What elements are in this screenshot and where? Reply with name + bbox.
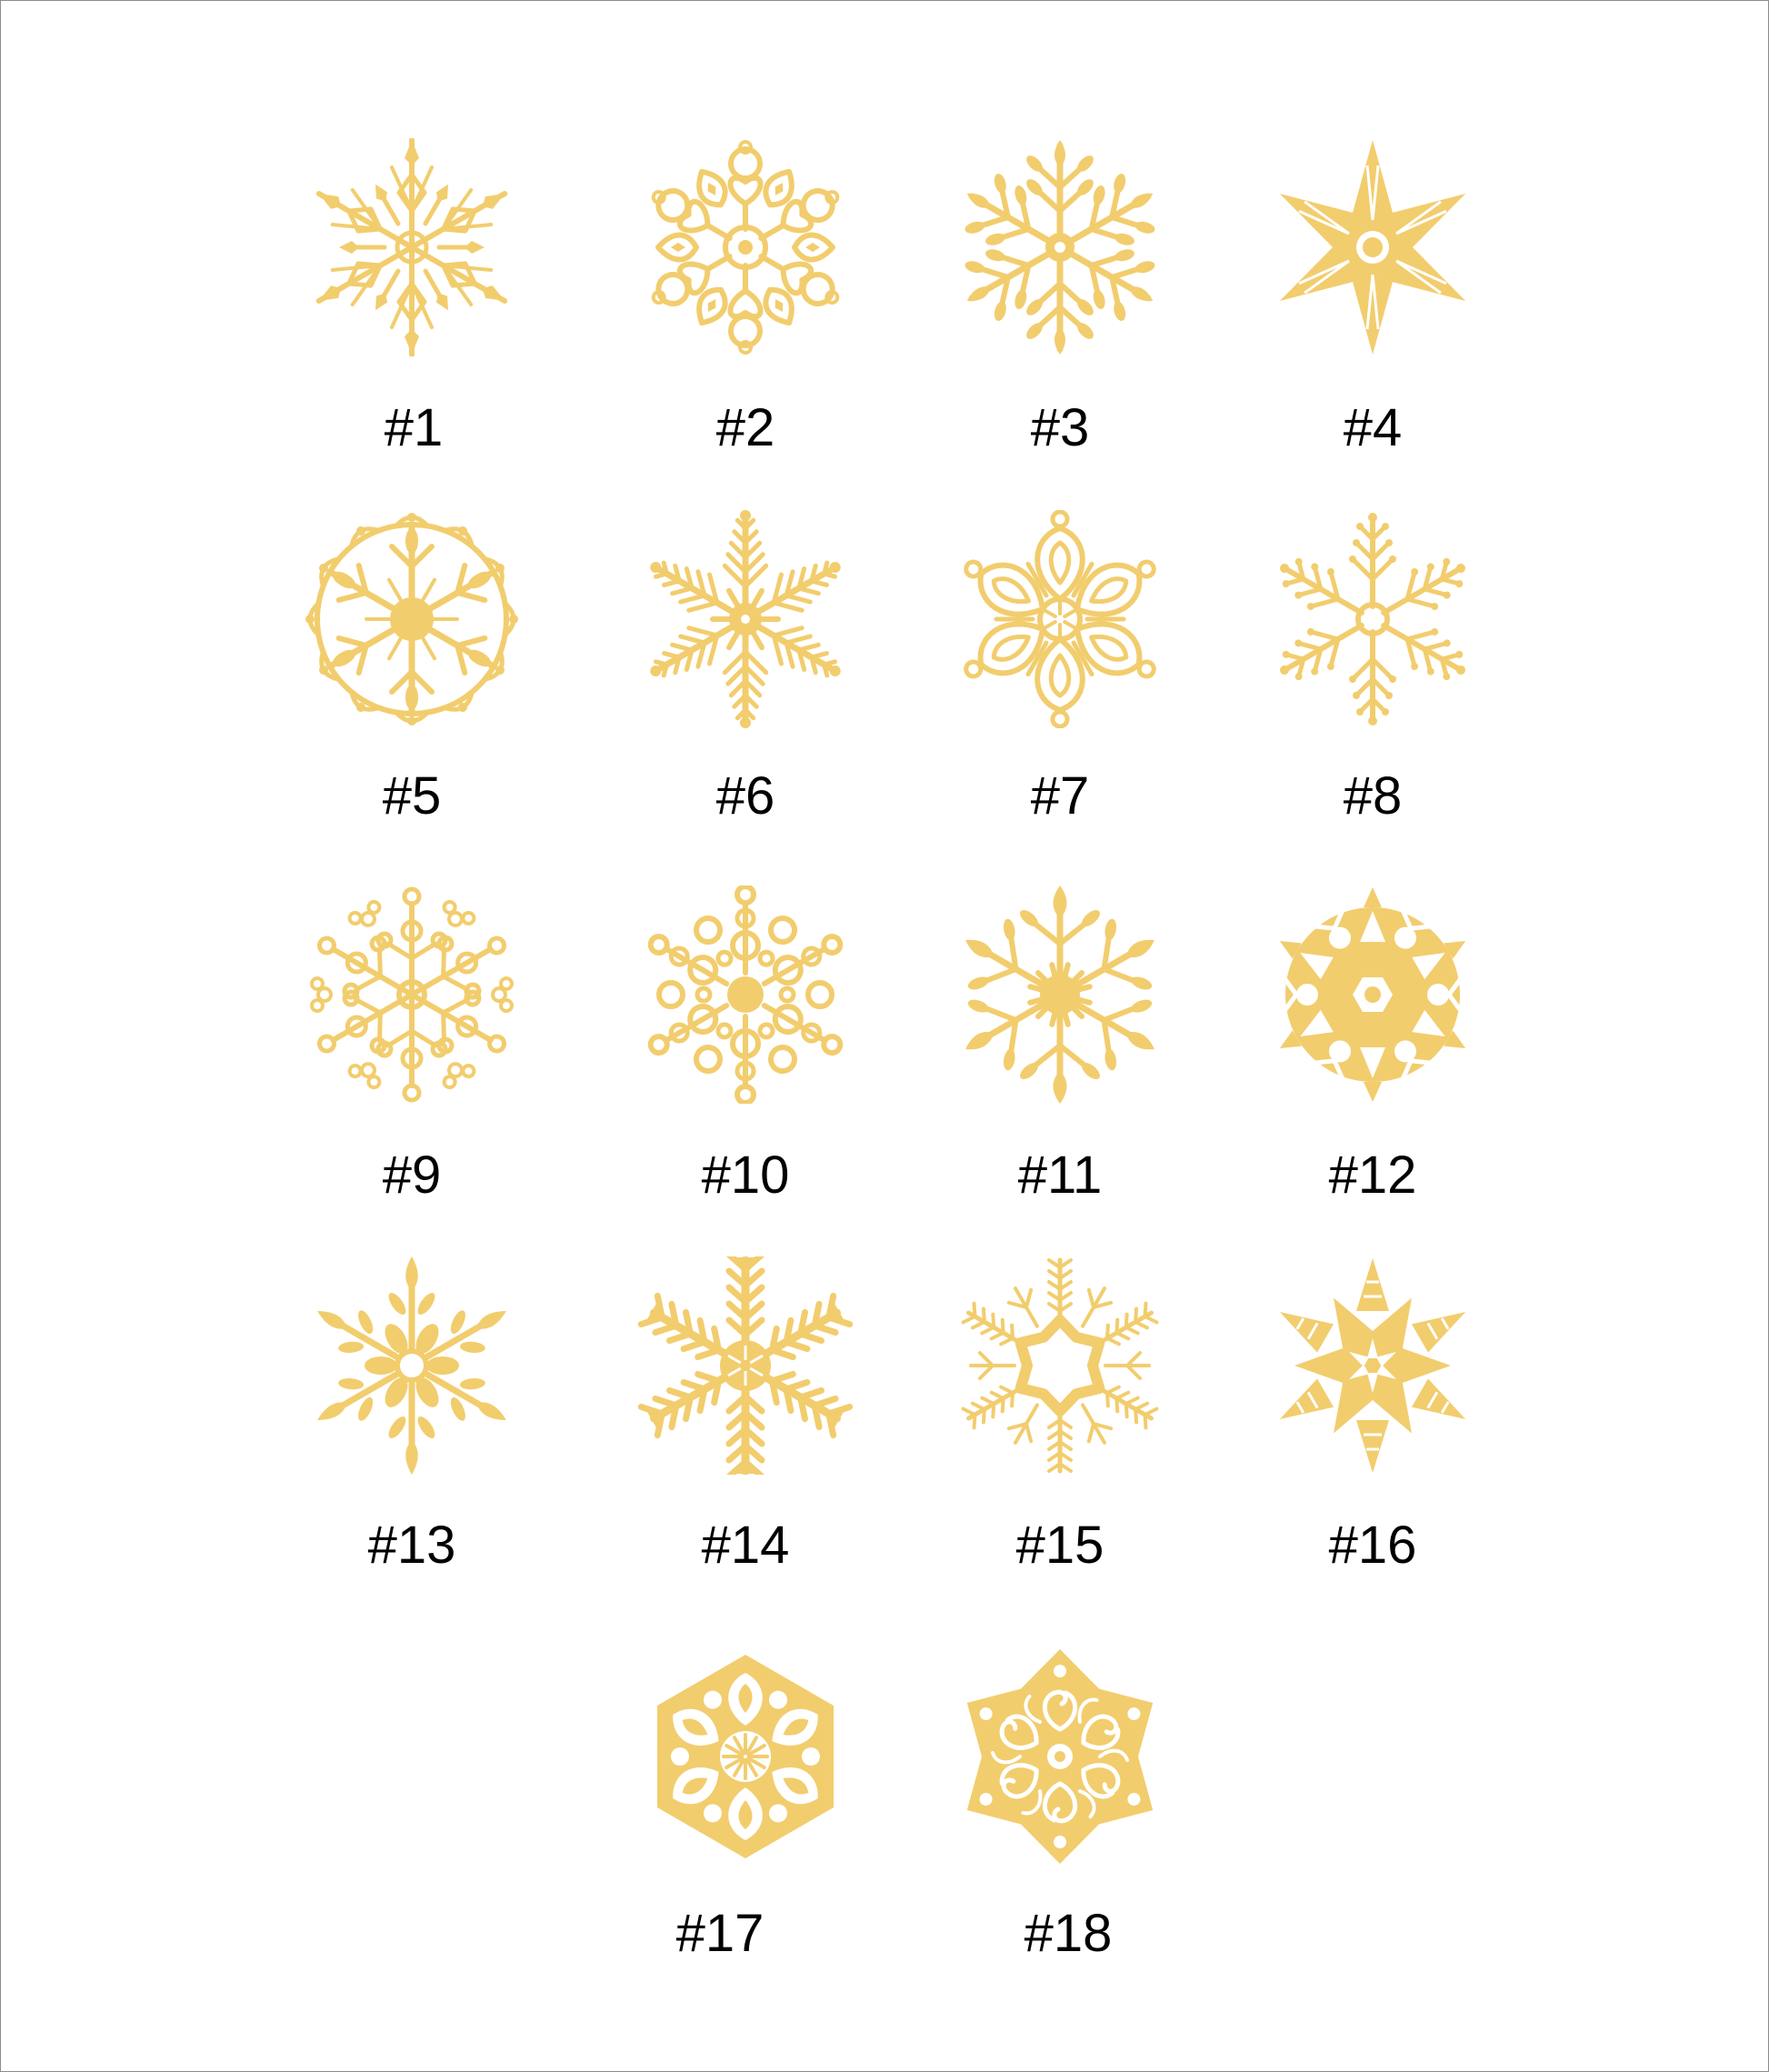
snowflake-item-11 xyxy=(914,886,1205,1213)
snowflake-label-6: #6 xyxy=(715,766,775,826)
snowflake-7-icon xyxy=(951,510,1169,728)
snowflake-4-icon xyxy=(1264,138,1482,356)
snowflake-item-6 xyxy=(600,510,891,837)
snowflake-item-4 xyxy=(1227,138,1518,465)
snowflake-item-13 xyxy=(266,1256,557,1584)
snowflake-item-12 xyxy=(1227,886,1518,1213)
snowflake-17-icon xyxy=(636,1647,855,1866)
snowflake-6-icon xyxy=(636,510,855,728)
snowflake-label-7: #7 xyxy=(1030,766,1090,826)
snowflake-5-icon xyxy=(303,510,521,728)
snowflake-label-16: #16 xyxy=(1328,1516,1417,1575)
snowflake-9-icon xyxy=(303,886,521,1104)
snowflake-11-icon xyxy=(951,886,1169,1104)
snowflake-item-14 xyxy=(600,1256,891,1584)
snowflake-label-12: #12 xyxy=(1328,1146,1417,1205)
snowflake-1-icon xyxy=(303,138,521,356)
snowflake-label-14: #14 xyxy=(701,1516,790,1575)
snowflake-label-3: #3 xyxy=(1030,398,1090,457)
snowflake-item-15 xyxy=(914,1256,1205,1584)
snowflake-item-17 xyxy=(600,1647,891,1975)
snowflake-label-4: #4 xyxy=(1343,398,1403,457)
snowflake-15-icon xyxy=(951,1256,1169,1475)
snowflake-item-7 xyxy=(914,510,1205,837)
snowflake-item-3 xyxy=(914,138,1205,465)
snowflake-14-icon xyxy=(636,1256,855,1475)
snowflake-13-icon xyxy=(303,1256,521,1475)
snowflake-item-5 xyxy=(266,510,557,837)
snowflake-item-8 xyxy=(1227,510,1518,837)
snowflake-12-icon xyxy=(1264,886,1482,1104)
snowflake-label-11: #11 xyxy=(1017,1146,1103,1205)
snowflake-label-10: #10 xyxy=(701,1146,790,1205)
snowflake-label-2: #2 xyxy=(715,398,775,457)
snowflake-label-5: #5 xyxy=(382,766,442,826)
snowflake-item-9 xyxy=(266,886,557,1213)
snowflake-3-icon xyxy=(951,138,1169,356)
snowflake-2-icon xyxy=(636,138,855,356)
snowflake-8-icon xyxy=(1264,510,1482,728)
snowflake-16-icon xyxy=(1264,1256,1482,1475)
snowflake-label-13: #13 xyxy=(367,1516,456,1575)
snowflake-label-1: #1 xyxy=(384,398,444,457)
snowflake-label-8: #8 xyxy=(1343,766,1403,826)
snowflake-item-16 xyxy=(1227,1256,1518,1584)
snowflake-label-9: #9 xyxy=(382,1146,442,1205)
snowflake-item-1 xyxy=(266,138,557,465)
snowflake-item-2 xyxy=(600,138,891,465)
snowflake-label-18: #18 xyxy=(1024,1904,1113,1963)
snowflake-18-icon xyxy=(951,1647,1169,1866)
snowflake-label-15: #15 xyxy=(1015,1516,1104,1575)
snowflake-item-18 xyxy=(914,1647,1205,1975)
snowflake-item-10 xyxy=(600,886,891,1213)
snowflake-10-icon xyxy=(636,886,855,1104)
snowflake-label-17: #17 xyxy=(675,1904,765,1963)
